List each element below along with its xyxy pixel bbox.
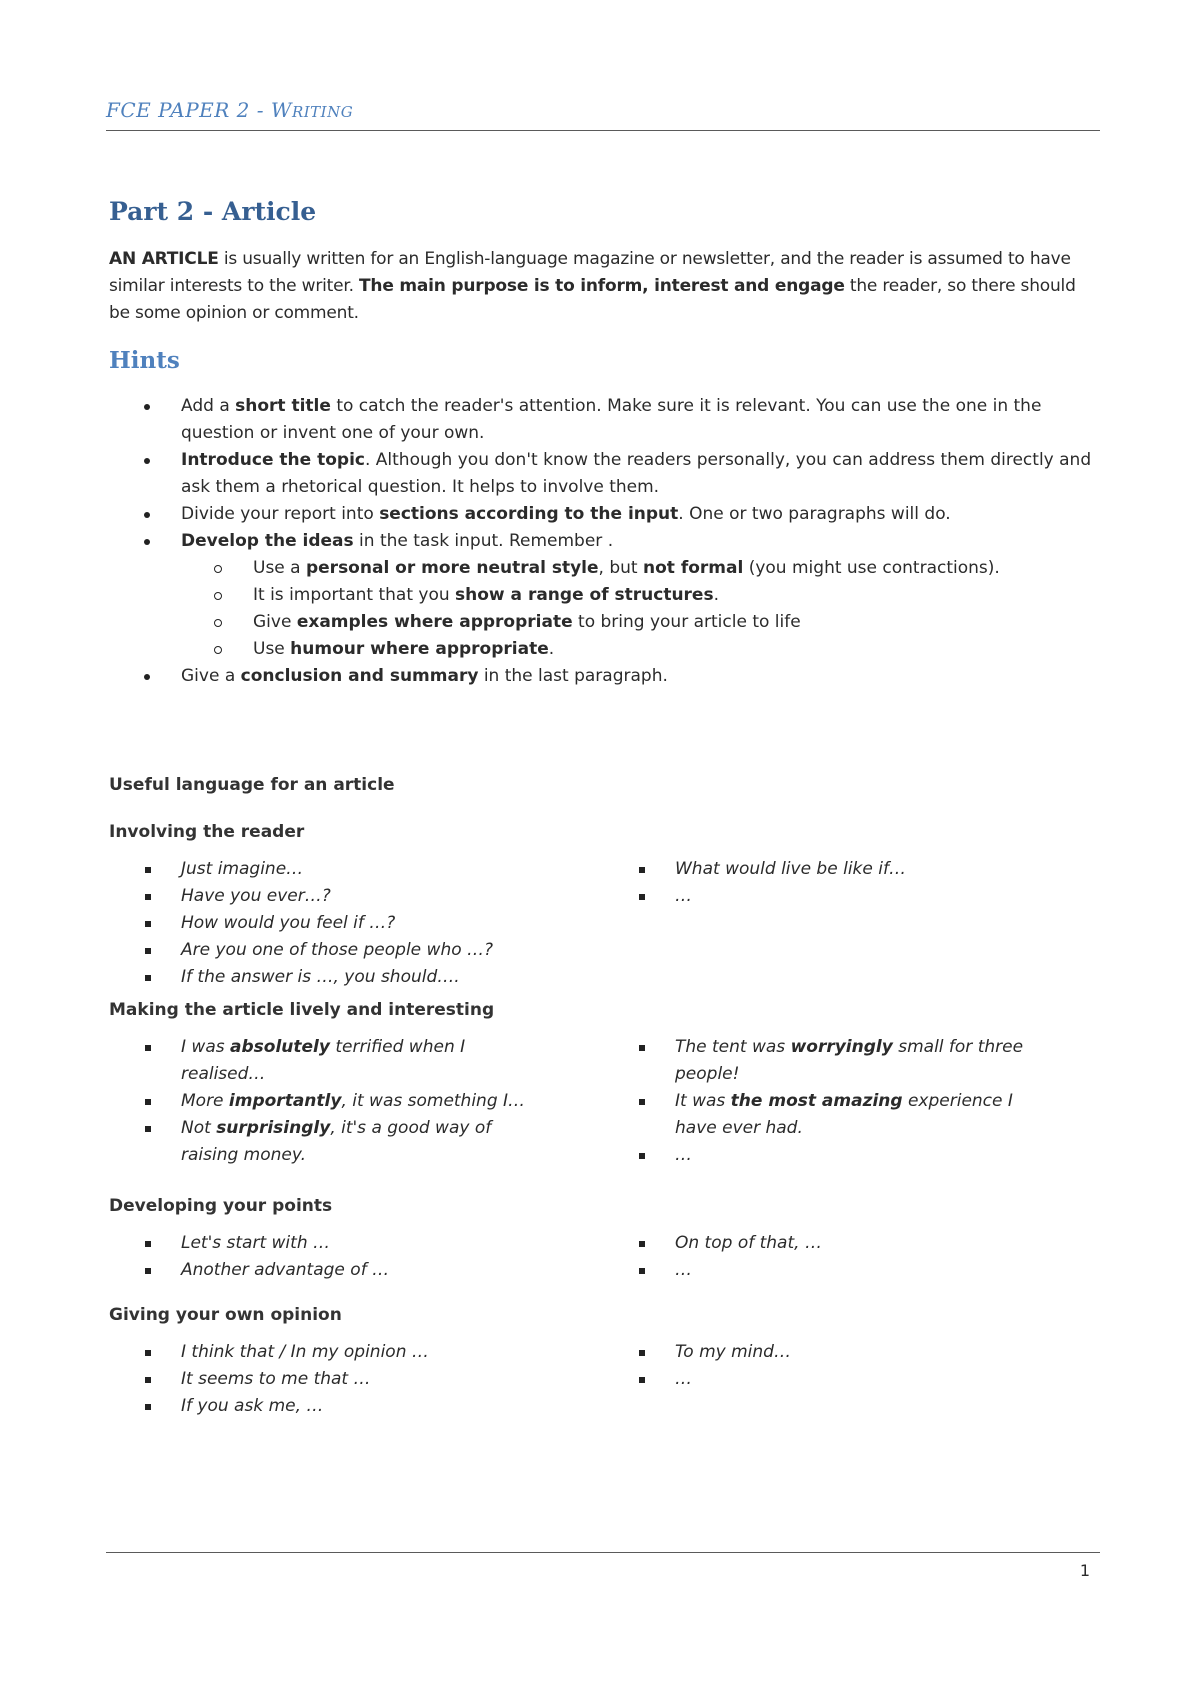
header-title-smallcaps: RITING (291, 103, 354, 121)
header-divider (106, 130, 1100, 131)
opinion-left-column (109, 1339, 639, 1420)
phrase-text: small for three people! (675, 1037, 1024, 1084)
phrase-text: It was (675, 1091, 731, 1111)
square-bullet-icon (145, 921, 151, 927)
hint-item (109, 528, 1099, 663)
phrase-list (639, 1034, 1059, 1169)
phrase-text: The tent was (675, 1037, 791, 1057)
square-bullet-icon (145, 894, 151, 900)
phrase-item (639, 1142, 1035, 1169)
bullet-icon (144, 674, 150, 680)
square-bullet-icon (145, 948, 151, 954)
hints-list (109, 393, 1099, 690)
hint-sub-item (181, 582, 1099, 609)
sub-text: , but (598, 558, 643, 578)
square-bullet-icon (145, 1268, 151, 1274)
phrase-bold: importantly (228, 1091, 342, 1111)
hint-text: Add a (181, 396, 236, 416)
square-bullet-icon (639, 1045, 645, 1051)
phrase-item (109, 937, 536, 964)
phrase-text: terrified when I realised… (181, 1037, 466, 1084)
running-header-title (106, 94, 1100, 126)
hint-text: . One or two paragraphs will do. (678, 504, 951, 524)
sub-text: Use (253, 639, 291, 659)
phrase-item (109, 1366, 536, 1393)
lively-right-column (639, 1034, 1059, 1169)
bullet-icon (144, 404, 150, 410)
square-bullet-icon (145, 1404, 151, 1410)
intro-text-1: is usually written for an English-language magazine or newsletter, and the reader is assumed to have similar interests to the writer. (109, 249, 1071, 296)
phrase-item (109, 883, 536, 910)
involving-columns (109, 856, 1099, 991)
phrase-text: To my mind… (675, 1342, 791, 1362)
page-header (106, 94, 1100, 131)
bullet-icon (144, 458, 150, 464)
square-bullet-icon (639, 1153, 645, 1159)
phrase-item (639, 1257, 1035, 1284)
phrase-text: Another advantage of … (181, 1260, 390, 1280)
phrase-item (639, 1088, 1035, 1142)
hint-text: Give a (181, 666, 241, 686)
hint-item (109, 663, 1099, 690)
square-bullet-icon (639, 894, 645, 900)
developing-columns (109, 1230, 1099, 1284)
hint-bold: sections according to the input (379, 504, 679, 524)
square-bullet-icon (639, 1350, 645, 1356)
hint-item (109, 447, 1099, 501)
square-bullet-icon (639, 1241, 645, 1247)
phrase-list (639, 1339, 1059, 1393)
lively-columns (109, 1034, 1099, 1169)
sub-bold: humour where appropriate (290, 639, 549, 659)
square-bullet-icon (145, 1099, 151, 1105)
phrase-item (639, 883, 1035, 910)
useful-language-title: Useful language for an article (109, 775, 395, 795)
intro-purpose-bold: The main purpose is to inform, interest and engage (359, 276, 845, 296)
phrase-item (109, 1339, 536, 1366)
phrase-item (639, 1230, 1035, 1257)
hint-item (109, 501, 1099, 528)
square-bullet-icon (639, 867, 645, 873)
phrase-list (109, 1034, 639, 1169)
hint-sub-item (181, 609, 1099, 636)
intro-text-2: the reader, so there should be some opinion or comment. (109, 276, 1076, 323)
page-footer (106, 1552, 1100, 1580)
header-title-main: FCE PAPER 2 - W (106, 98, 292, 122)
square-bullet-icon (145, 1241, 151, 1247)
hint-text: Divide your report into (181, 504, 380, 524)
hint-bold: Develop the ideas (181, 531, 354, 551)
phrase-item (639, 1339, 1035, 1366)
phrase-item (109, 910, 536, 937)
phrase-item (109, 1230, 536, 1257)
footer-divider (106, 1552, 1100, 1553)
intro-paragraph (109, 246, 1099, 327)
section-title-developing: Developing your points (109, 1196, 333, 1216)
lively-left-column (109, 1034, 639, 1169)
phrase-text: Let's start with … (181, 1233, 330, 1253)
sub-text: (you might use contractions). (743, 558, 1000, 578)
developing-right-column (639, 1230, 1059, 1284)
hint-sub-item (181, 636, 1099, 663)
phrase-item (639, 1034, 1035, 1088)
square-bullet-icon (145, 975, 151, 981)
phrase-list (109, 1339, 639, 1420)
phrase-bold: the most amazing (730, 1091, 903, 1111)
square-bullet-icon (639, 1268, 645, 1274)
phrase-text: … (675, 886, 692, 906)
hint-text: in the task input. Remember . (353, 531, 614, 551)
hint-text: . Although you don't know the readers personally, you can address them directly and ask them a rhetorical question. It helps to involve them. (181, 450, 1092, 497)
phrase-item (109, 1257, 536, 1284)
phrase-text: Have you ever…? (181, 886, 331, 906)
square-bullet-icon (145, 1350, 151, 1356)
sub-bold: personal or more neutral style (305, 558, 599, 578)
hint-sub-item (181, 555, 1099, 582)
phrase-item (109, 1088, 536, 1115)
phrase-text: … (675, 1145, 692, 1165)
square-bullet-icon (145, 1045, 151, 1051)
sub-bold: show a range of structures (455, 585, 714, 605)
intro-lead-bold: AN ARTICLE (109, 249, 219, 269)
phrase-bold: absolutely (230, 1037, 330, 1057)
phrase-item (109, 1034, 536, 1088)
hint-text: to catch the reader's attention. Make sure it is relevant. You can use the one in the question or invent one of your own. (181, 396, 1042, 443)
section-title-lively: Making the article lively and interesting (109, 1000, 495, 1020)
bullet-icon (144, 512, 150, 518)
sub-text: Use a (253, 558, 306, 578)
phrase-text: experience I have ever had. (675, 1091, 1013, 1138)
phrase-item (639, 856, 1035, 883)
phrase-text: Just imagine… (181, 859, 304, 879)
circle-bullet-icon (214, 646, 222, 654)
square-bullet-icon (639, 1377, 645, 1383)
phrase-list (109, 1230, 639, 1284)
phrase-item (109, 1393, 536, 1420)
phrase-text: I think that / In my opinion … (181, 1342, 429, 1362)
phrase-text: … (675, 1369, 692, 1389)
phrase-text: , it's a good way of raising money. (181, 1118, 492, 1165)
square-bullet-icon (145, 1377, 151, 1383)
phrase-text: I was (181, 1037, 230, 1057)
phrase-list (639, 1230, 1059, 1284)
hint-sub-list (181, 555, 1099, 663)
involving-left-column (109, 856, 639, 991)
sub-text: . (548, 639, 555, 659)
circle-bullet-icon (214, 619, 222, 627)
hint-item (109, 393, 1099, 447)
phrase-text: … (675, 1260, 692, 1280)
phrase-item (109, 1115, 536, 1169)
phrase-list (109, 856, 639, 991)
phrase-text: What would live be like if… (675, 859, 906, 879)
developing-left-column (109, 1230, 639, 1284)
sub-text: It is important that you (253, 585, 456, 605)
part-heading: Part 2 - Article (109, 197, 317, 226)
square-bullet-icon (639, 1099, 645, 1105)
sub-text: Give (253, 612, 297, 632)
phrase-bold: surprisingly (216, 1118, 331, 1138)
phrase-text: How would you feel if …? (181, 913, 396, 933)
section-title-opinion: Giving your own opinion (109, 1305, 342, 1325)
phrase-text: On top of that, … (675, 1233, 822, 1253)
square-bullet-icon (145, 867, 151, 873)
phrase-text: , it was something I… (341, 1091, 526, 1111)
page-number: 1 (1079, 1561, 1090, 1580)
sub-bold: examples where appropriate (296, 612, 573, 632)
hint-bold: conclusion and summary (240, 666, 479, 686)
hints-heading: Hints (109, 347, 180, 374)
sub-text: to bring your article to life (572, 612, 801, 632)
square-bullet-icon (145, 1126, 151, 1132)
phrase-text: Are you one of those people who …? (181, 940, 494, 960)
opinion-right-column (639, 1339, 1059, 1420)
phrase-text: Not (181, 1118, 217, 1138)
document-body (109, 192, 1099, 1420)
phrase-list (639, 856, 1059, 910)
sub-bold: not formal (643, 558, 744, 578)
phrase-bold: worryingly (790, 1037, 893, 1057)
phrase-item (109, 964, 536, 991)
hint-text: in the last paragraph. (478, 666, 668, 686)
section-title-involving: Involving the reader (109, 822, 305, 842)
circle-bullet-icon (214, 592, 222, 600)
phrase-text: More (181, 1091, 229, 1111)
sub-text: . (713, 585, 719, 605)
bullet-icon (144, 539, 150, 545)
circle-bullet-icon (214, 565, 222, 573)
phrase-text: If you ask me, … (181, 1396, 324, 1416)
hint-bold: short title (235, 396, 331, 416)
opinion-columns (109, 1339, 1099, 1420)
involving-right-column (639, 856, 1059, 991)
phrase-text: If the answer is …, you should…. (181, 967, 460, 987)
phrase-item (109, 856, 536, 883)
phrase-text: It seems to me that … (181, 1369, 371, 1389)
phrase-item (639, 1366, 1035, 1393)
hint-bold: Introduce the topic (181, 450, 365, 470)
